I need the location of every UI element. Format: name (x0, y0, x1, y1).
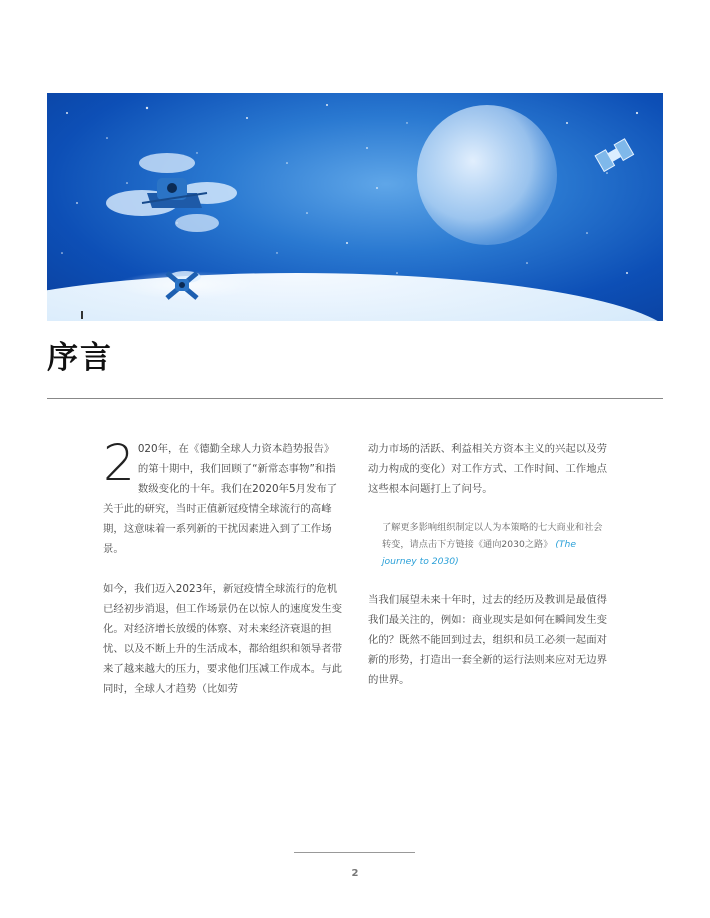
page-title: 序言 (47, 340, 113, 376)
hero-image (47, 93, 663, 321)
body-paragraph: 动力市场的活跃、利益相关方资本主义的兴起以及劳动力构成的变化）对工作方式、工作时间、工作地点这些根本问题打上了问号。 (368, 443, 607, 495)
right-column (368, 439, 610, 710)
title-divider (47, 398, 663, 399)
callout (368, 519, 610, 570)
body-paragraph: 如今，我们迈入2023年，新冠疫情全球流行的危机已经初步消退，但工作场景仍在以惊人的速度发生变化。对经济增长放缓的体察、对未来经济衰退的担忧、以及不断上升的生活成本，都给组织和领导者带来了越来越大的压力，要求他们压减工作成本。与此同时，全球人才趋势（比如劳 (103, 583, 342, 695)
intro-text: 020年，在《德勤全球人力资本趋势报告》的第十期中，我们回顾了“新常态事物”和指数级变化的十年。我们在2020年5月发布了关于此的研究，当时正值新冠疫情全球流行的高峰期，这意味着一系列新的干扰因素进入到了工作场景。 (103, 443, 338, 555)
left-column (103, 434, 343, 719)
figure-icon (81, 311, 83, 319)
footer-divider (294, 852, 415, 853)
hero-illustration (47, 93, 663, 321)
intro-paragraph (103, 434, 343, 559)
body-paragraph: 当我们展望未来十年时，过去的经历及教训是最值得我们最关注的，例如：商业现实是如何在瞬间发生变化的？既然不能回到过去，组织和员工必须一起面对新的形势，打造出一套全新的运行法则来应对无边界的世界。 (368, 594, 607, 686)
page-number: 2 (351, 868, 359, 879)
drone-icon (106, 153, 237, 232)
moon-icon (417, 105, 557, 245)
journey-link[interactable]: (The journey to 2030) (382, 539, 576, 567)
callout-text: 了解更多影响组织制定以人为本策略的七大商业和社会转变，请点击下方链接《通向2030之路》 (382, 522, 603, 550)
satellite-icon (595, 139, 633, 172)
dropcap: 2 (103, 434, 135, 492)
